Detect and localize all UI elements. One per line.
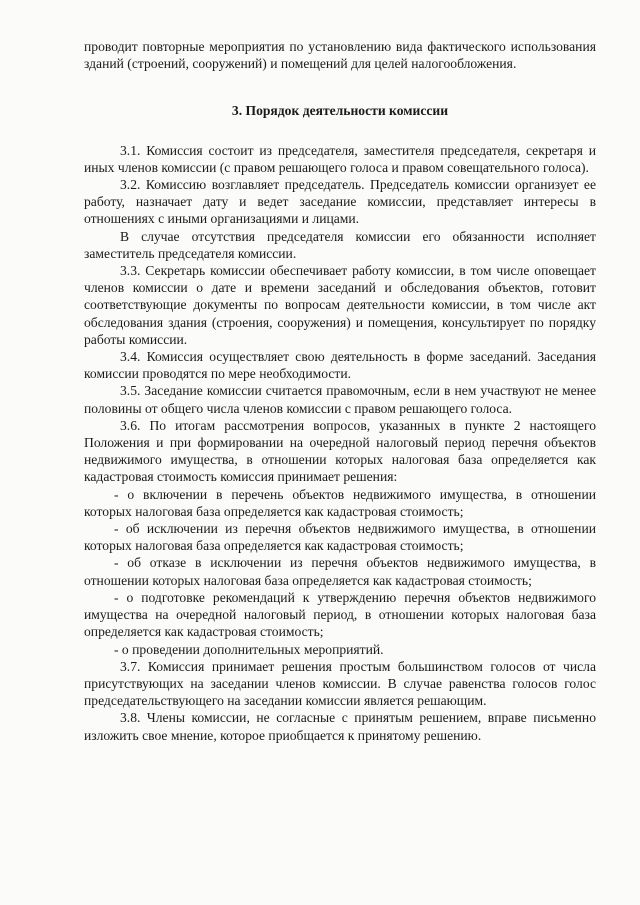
clause-3-1: 3.1. Комиссия состоит из председателя, заместителя председателя, секретаря и иных членов комиссии (с правом решающего голоса и правом совещательного голоса).: [84, 142, 596, 175]
section-heading: 3. Порядок деятельности комиссии: [231, 103, 449, 119]
clause-3-6-item-include: - о включении в перечень объектов недвижимого имущества, в отношении которых налоговая база определяется как кадастровая стоимость;: [84, 486, 596, 519]
clause-3-4: 3.4. Комиссия осуществляет свою деятельность в форме заседаний. Заседания комиссии проводятся по мере необходимости.: [84, 349, 596, 382]
clause-3-6-item-exclude: - об исключении из перечня объектов недвижимого имущества, в отношении которых налоговая база определяется как кадастровая стоимость;: [84, 521, 596, 554]
clause-3-6-item-additional: - о проведении дополнительных мероприятий.: [114, 641, 384, 657]
clause-3-6-item-refuse: - об отказе в исключении из перечня объектов недвижимого имущества, в отношении которых налоговая база определяется как кадастровая стоимость;: [84, 555, 596, 588]
clause-3-3: 3.3. Секретарь комиссии обеспечивает работу комиссии, в том числе оповещает членов комиссии о дате и времени заседаний и обследования объектов, готовит соответствующие документы по вопросам деятельности комиссии, в том числе акт обследования здания (строения, сооружения) и помещения, консультирует по порядку работы комиссии.: [84, 263, 596, 347]
clause-3-2-deputy: В случае отсутствия председателя комиссии его обязанности исполняет заместитель председателя комиссии.: [84, 228, 596, 261]
clause-3-5: 3.5. Заседание комиссии считается правомочным, если в нем участвуют не менее половины от общего числа членов комиссии с правом решающего голоса.: [84, 383, 596, 416]
clause-3-7: 3.7. Комиссия принимает решения простым большинством голосов от числа присутствующих на заседании членов комиссии. В случае равенства голосов голос председательствующего на заседании комиссии является решающим.: [84, 658, 596, 709]
clause-3-6-item-recommend: - о подготовке рекомендаций к утверждению перечня объектов недвижимого имущества на очередной налоговый период, в отношении которых налоговая база определяется как кадастровая стоимость;: [84, 589, 596, 640]
intro-paragraph: проводит повторные мероприятия по установлению вида фактического использования зданий (строений, сооружений) и помещений для целей налогообложения.: [84, 39, 596, 72]
clause-3-2: 3.2. Комиссию возглавляет председатель. Председатель комиссии организует ее работу, назначает дату и ведет заседание комиссии, представляет интересы в отношениях с иными организациями и лицами.: [84, 177, 596, 227]
clause-3-6: 3.6. По итогам рассмотрения вопросов, указанных в пункте 2 настоящего Положения и при формировании на очередной налоговый период перечня объектов недвижимого имущества, в отношении которых налоговая база определяется как кадастровая стоимость комиссия принимает решения:: [84, 417, 596, 485]
clause-3-8: 3.8. Члены комиссии, не согласные с принятым решением, вправе письменно изложить свое мнение, которое приобщается к принятому решению.: [84, 710, 596, 743]
